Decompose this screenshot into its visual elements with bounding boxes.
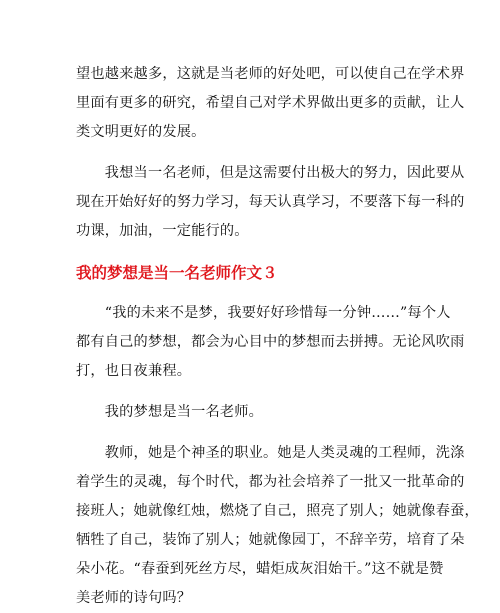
text-line: 教师，她是个神圣的职业。她是人类灵魂的工程师，洗涤: [76, 445, 465, 461]
text-line: 我想当一名老师，但是这需要付出极大的努力，因此要从: [76, 165, 465, 181]
text-line: 我的梦想是当一名老师。: [76, 404, 264, 420]
text-line: 里面有更多的研究，希望自己对学术界做出更多的贡献，让人: [76, 95, 465, 111]
paragraph-3: [76, 299, 465, 386]
text-line: 类文明更好的发展。: [76, 124, 206, 140]
text-line: 功课，加油，一定能行的。: [76, 223, 249, 239]
paragraph-4: [76, 398, 426, 427]
text-line: 打，也日夜兼程。: [76, 363, 192, 379]
text-line: 牺牲了自己，装饰了别人；她就像园丁，不辞辛劳，培育了朵: [76, 532, 465, 548]
text-line: “我的未来不是梦，我要好好珍惜每一分钟……”每个人: [76, 305, 451, 321]
section-heading: 我的梦想是当一名老师作文３: [76, 263, 278, 282]
text-line: 朵小花。“春蚕到死丝方尽，蜡炬成灰泪始干。”这不就是赞: [76, 561, 444, 577]
document-page: [76, 60, 479, 613]
text-line: 着学生的灵魂，每个时代，都为社会培养了一批又一批革命的: [76, 474, 465, 490]
text-line: 接班人；她就像红烛，燃烧了自己，照亮了别人；她就像春蚕，: [76, 503, 479, 519]
paragraph-5: [76, 439, 479, 613]
paragraph-2: [76, 159, 465, 246]
paragraph-1: [76, 60, 465, 147]
paragraph-gap: [76, 246, 426, 258]
text-line: 望也越来越多，这就是当老师的好处吧，可以使自己在学术界: [76, 66, 465, 82]
paragraph-gap: [76, 287, 426, 299]
text-line: 现在开始好好的努力学习，每天认真学习，不要落下每一科的: [76, 194, 465, 210]
paragraph-gap: [76, 386, 426, 398]
text-line: 都有自己的梦想，都会为心目中的梦想而去拼搏。无论风吹雨: [76, 334, 465, 350]
text-line: 美老师的诗句吗？: [76, 590, 192, 606]
paragraph-gap: [76, 147, 426, 159]
paragraph-gap: [76, 427, 426, 439]
